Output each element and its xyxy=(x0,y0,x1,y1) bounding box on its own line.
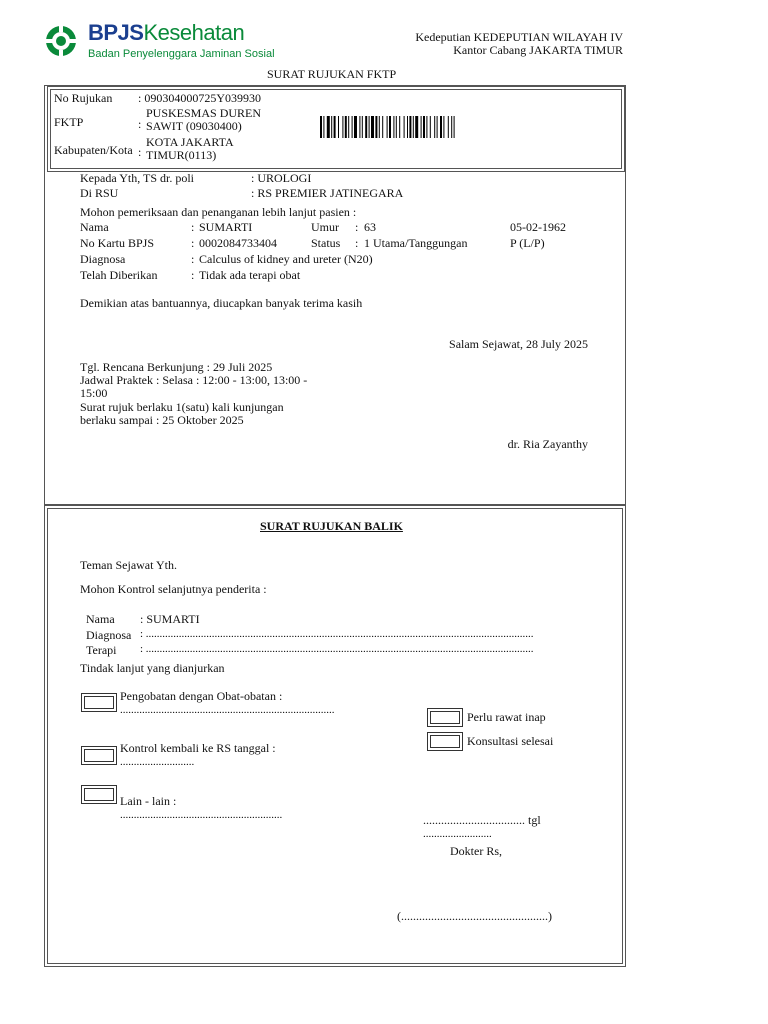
office-line-1: Kedeputian KEDEPUTIAN WILAYAH IV xyxy=(415,30,623,44)
balik-terapi-dots: : ............................................................................................................................................. xyxy=(140,643,534,655)
doc-title: SURAT RUJUKAN FKTP xyxy=(267,67,397,81)
diagnosa-label: Diagnosa xyxy=(80,252,126,266)
balik-tindak: Tindak lanjut yang dianjurkan xyxy=(80,661,225,675)
balik-terapi-label: Terapi xyxy=(86,643,117,657)
dob-value: 05-02-1962 xyxy=(510,220,566,234)
status-colon: : xyxy=(355,236,359,250)
kab-value: KOTA JAKARTA TIMUR(0113) xyxy=(146,135,234,162)
doctor-name: dr. Ria Zayanthy xyxy=(507,437,588,451)
balik-diagnosa-label: Diagnosa xyxy=(86,628,132,642)
fktp-value: PUSKESMAS DUREN SAWIT (09030400) xyxy=(146,106,262,133)
opt-kontrol-dots: ........................... xyxy=(120,756,195,768)
opt-lain-dots: ........................................................... xyxy=(120,809,283,821)
brand-bpjs: BPJS xyxy=(88,20,144,45)
thanks-text: Demikian atas bantuannya, diucapkan banyak terima kasih xyxy=(80,296,363,310)
nama-label: Nama xyxy=(80,220,109,234)
balik-nama-label: Nama xyxy=(86,612,115,626)
berlaku-line-1: Surat rujuk berlaku 1(satu) kali kunjungan xyxy=(80,400,284,414)
nama-colon: : xyxy=(191,220,195,234)
diberikan-value: Tidak ada terapi obat xyxy=(199,268,301,282)
opt-rawat-label: Perlu rawat inap xyxy=(467,710,546,724)
umur-value: 63 xyxy=(364,220,376,234)
kartu-value: 0002084733404 xyxy=(199,236,277,250)
checkbox-konsultasi-selesai[interactable] xyxy=(427,732,463,751)
kartu-colon: : xyxy=(191,236,195,250)
nama-value: SUMARTI xyxy=(199,220,253,234)
opt-lain-label: Lain - lain : xyxy=(120,794,177,808)
balik-kontrol-intro: Mohon Kontrol selanjutnya penderita : xyxy=(80,582,267,596)
kartu-label: No Kartu BPJS xyxy=(80,236,155,250)
bpjs-logo-icon xyxy=(44,22,78,60)
office-line-2: Kantor Cabang JAKARTA TIMUR xyxy=(453,43,623,57)
di-value: : RS PREMIER JATINEGARA xyxy=(251,186,404,200)
bpjs-logo xyxy=(44,20,275,64)
checkbox-obat[interactable] xyxy=(81,693,117,712)
umur-colon: : xyxy=(355,220,359,234)
diberikan-label: Telah Diberikan xyxy=(80,268,158,282)
status-value: 1 Utama/Tanggungan xyxy=(364,236,468,250)
no-rujukan-value: : 090304000725Y039930 xyxy=(138,91,261,105)
gender-value: P (L/P) xyxy=(510,236,545,250)
status-label: Status xyxy=(311,236,341,250)
kab-label: Kabupaten/Kota xyxy=(54,143,133,157)
diagnosa-value: Calculus of kidney and ureter (N20) xyxy=(199,252,373,266)
balik-greeting: Teman Sejawat Yth. xyxy=(80,558,178,572)
berlaku-line-2: berlaku sampai : 25 Oktober 2025 xyxy=(80,413,244,427)
di-label: Di RSU xyxy=(80,186,119,200)
kepada-label: Kepada Yth, TS dr. poli xyxy=(80,171,194,185)
barcode xyxy=(320,116,582,138)
balik-diagnosa-dots: : ............................................................................................................................................. xyxy=(140,628,534,640)
checkbox-lain[interactable] xyxy=(81,785,117,804)
fktp-label: FKTP xyxy=(54,115,84,129)
umur-label: Umur xyxy=(311,220,339,234)
dokter-rs: Dokter Rs, xyxy=(450,844,502,858)
balik-nama-value: : SUMARTI xyxy=(140,612,200,626)
tgl-dots: ......................... xyxy=(423,828,492,840)
brand-subtitle: Badan Penyelenggara Jaminan Sosial xyxy=(88,48,275,60)
diagnosa-colon: : xyxy=(191,252,195,266)
no-rujukan-label: No Rujukan xyxy=(54,91,113,105)
fktp-colon: : xyxy=(138,117,142,131)
salam-text: Salam Sejawat, 28 July 2025 xyxy=(449,337,588,351)
tgl-rencana: Tgl. Rencana Berkunjung : 29 Juli 2025 xyxy=(80,360,273,374)
tgl-line: .................................. tgl xyxy=(423,813,541,827)
jadwal-praktek: Jadwal Praktek : Selasa : 12:00 - 13:00, 13:00 - 15:00 xyxy=(80,373,308,400)
kab-colon: : xyxy=(138,145,142,159)
diberikan-colon: : xyxy=(191,268,195,282)
balik-title: SURAT RUJUKAN BALIK xyxy=(260,519,403,533)
checkbox-rawat-inap[interactable] xyxy=(427,708,463,727)
intro-text: Mohon pemeriksaan dan penanganan lebih lanjut pasien : xyxy=(80,205,357,219)
kepada-value: : UROLOGI xyxy=(251,171,312,185)
checkbox-kontrol[interactable] xyxy=(81,746,117,765)
opt-obat-dots: .............................................................................. xyxy=(120,704,335,716)
signature-line: (.................................................) xyxy=(397,909,552,923)
brand-kesehatan: Kesehatan xyxy=(143,20,245,45)
opt-selesai-label: Konsultasi selesai xyxy=(467,734,554,748)
opt-obat-label: Pengobatan dengan Obat-obatan : xyxy=(120,689,283,703)
opt-kontrol-label: Kontrol kembali ke RS tanggal : xyxy=(120,741,276,755)
